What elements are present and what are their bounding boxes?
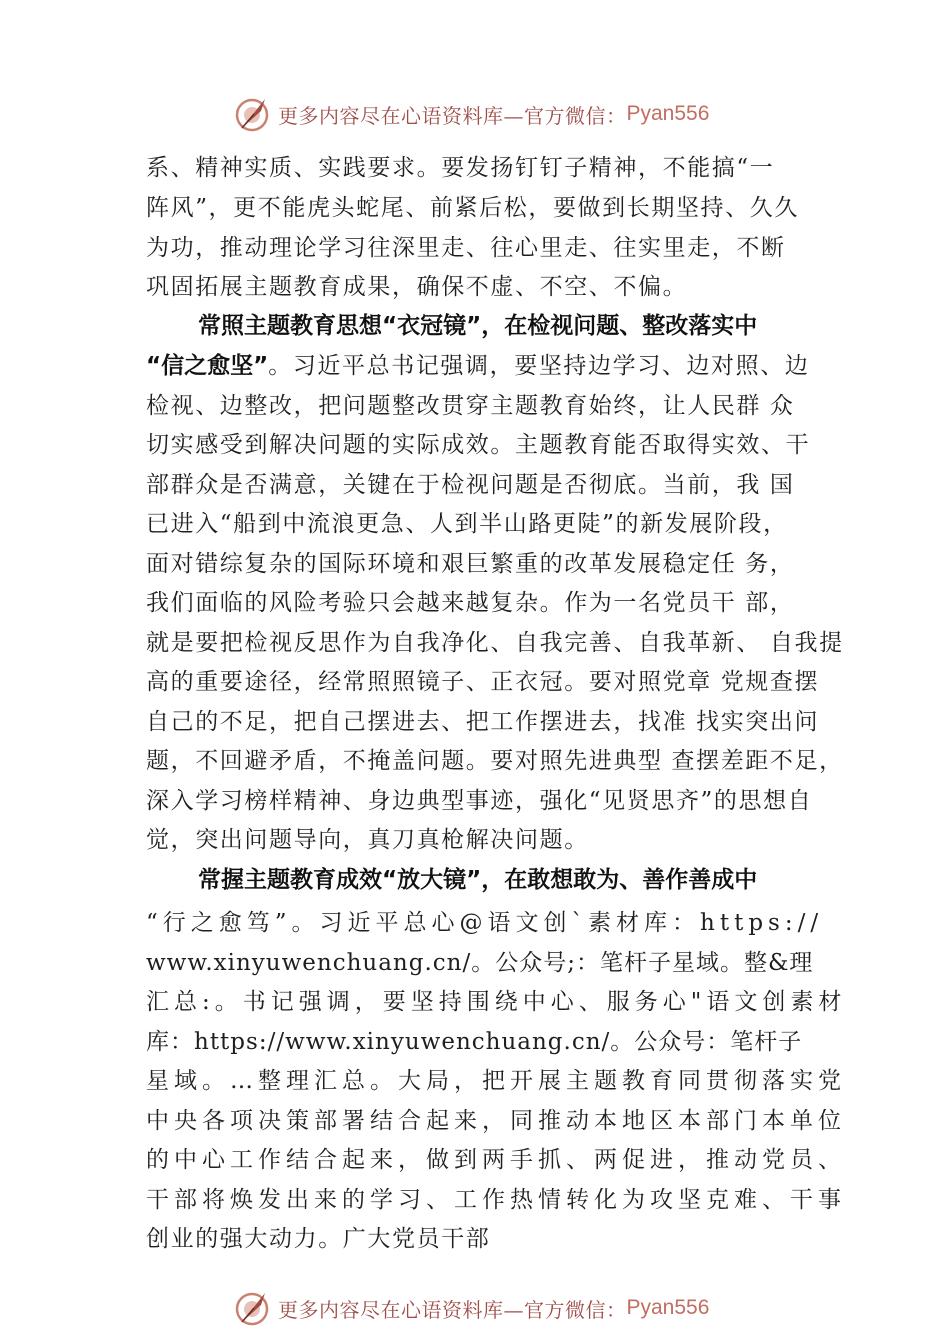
body-line: 深入学习榜样精神、身边典型事迹，强化“见贤思齐”的思想自	[146, 788, 813, 814]
body-line: 中央各项决策部署结合起来，同推动本地区本部门本单位	[146, 1108, 846, 1134]
body-line: 我们面临的风险考验只会越来越复杂。作为一名党员干 部，	[146, 590, 795, 616]
body-line: 巩固拓展主题教育成果，确保不虚、不空、不偏。	[146, 274, 688, 300]
banner-slogan: 更多内容尽在心语资料库—官方微信：	[278, 103, 627, 128]
footer-watermark-banner	[232, 1288, 709, 1328]
body-line: 为功，推动理论学习往深里走、往心里走、往实里走，不断	[146, 235, 786, 261]
banner-wechat-id: Pyan556	[626, 1296, 710, 1319]
body-line: 题，不回避矛盾，不掩盖问题。要对照先进典型 查摆差距不足，	[146, 748, 844, 774]
body-line: 觉，突出问题导向，真刀真枪解决问题。	[146, 827, 589, 853]
body-line: 就是要把检视反思作为自我净化、自我完善、自我革新、 自我提	[146, 630, 844, 656]
body-line: 切实感受到解决问题的实际成效。主题教育能否取得实效、干	[146, 432, 811, 458]
body-line: 干部将焕发出来的学习、工作热情转化为攻坚克难、干事	[146, 1187, 846, 1213]
body-line: 部群众是否满意，关键在于检视问题是否彻底。当前，我 国	[146, 472, 795, 498]
body-line: www.xinyuwenchuang.cn/。公众号;：笔杆子星域。整&理	[146, 950, 814, 976]
body-line: 自己的不足，把自己摆进去、把工作摆进去，找准 找实突出问	[146, 709, 820, 735]
body-line: 已进入“船到中流浪更急、人到半山路更陡”的新发展阶段，	[146, 511, 788, 537]
section-heading-continued: “信之愈坚”	[146, 353, 269, 379]
section-heading: 常握主题教育成效“放大镜”，在敢想敢为、善作善成中	[198, 867, 758, 893]
body-line: 星域。…整理汇总。大局，把开展主题教育同贯彻落实党	[146, 1068, 846, 1094]
body-line: 系、精神实质、实践要求。要发扬钉钉子精神，不能搞“一	[146, 155, 775, 181]
body-line	[146, 346, 809, 386]
body-line: 汇总:。书记强调，要坚持围绕中心、服务心"语文创素材	[146, 989, 847, 1015]
banner-slogan: 更多内容尽在心语资料库—官方微信：	[278, 1297, 627, 1322]
quill-seal-icon	[232, 1288, 272, 1328]
body-line: 阵风”，更不能虎头蛇尾、前紧后松，要做到长期坚持、久久	[146, 195, 799, 221]
body-line-text: 。习近平总书记强调，要坚持边学习、边对照、边	[268, 353, 810, 379]
banner-wechat-id: Pyan556	[626, 102, 710, 125]
section-heading: 常照主题教育思想“衣冠镜”，在检视问题、整改落实中	[198, 313, 758, 339]
body-line: 库：https://www.xinyuwenchuang.cn/。公众号：笔杆子	[146, 1029, 803, 1055]
body-line: 高的重要途径，经常照照镜子、正衣冠。要对照党章 党规查摆	[146, 669, 820, 695]
body-line: “行之愈笃”。习近平总心@语文创`素材库：https://	[146, 910, 824, 936]
body-line: 面对错综复杂的国际环境和艰巨繁重的改革发展稳定任 务，	[146, 551, 795, 577]
body-line: 创业的强大动力。广大党员干部	[146, 1226, 491, 1252]
body-line: 检视、边整改，把问题整改贯穿主题教育始终，让人民群 众	[146, 393, 795, 419]
body-line: 的中心工作结合起来，做到两手抓、两促进，推动党员、	[146, 1147, 846, 1173]
